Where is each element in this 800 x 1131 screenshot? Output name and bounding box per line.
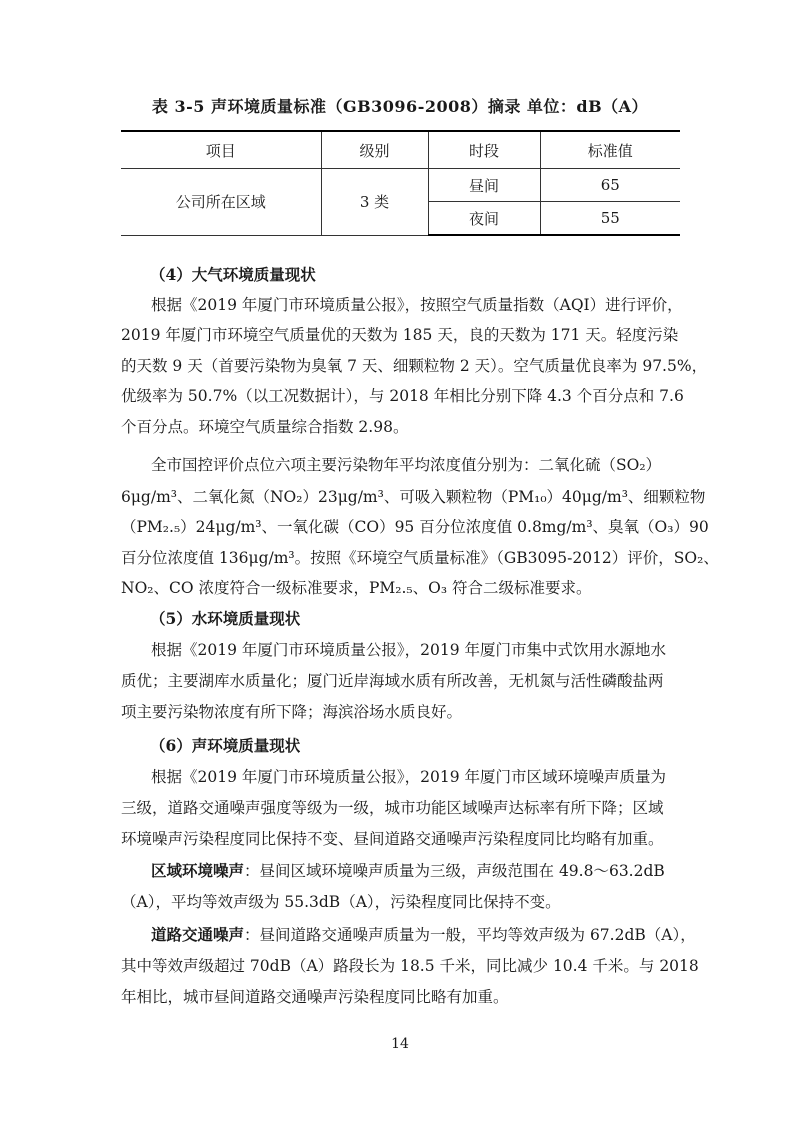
header-level: 级别 xyxy=(321,131,428,169)
paragraph-line: 根据《2019 年厦门市环境质量公报》，2019 年厦门市区域环境噪声质量为 xyxy=(151,768,666,786)
paragraph-line: 6μg/m³、二氧化氮（NO₂）23μg/m³、可吸入颗粒物（PM₁₀）40μg/m³、细颗粒物 xyxy=(121,488,706,506)
paragraph-line xyxy=(151,922,711,948)
paragraph-line: 根据《2019 年厦门市环境质量公报》，按照空气质量指数（AQI）进行评价， xyxy=(151,296,683,314)
regional-noise-label: 区域环境噪声 xyxy=(151,861,245,880)
cell-value: 65 xyxy=(540,169,680,202)
header-item: 项目 xyxy=(121,131,321,169)
paragraph-line: 百分位浓度值 136μg/m³。按照《环境空气质量标准》（GB3095-2012）评价，SO₂、 xyxy=(121,549,719,567)
paragraph-line: （PM₂.₅）24μg/m³、一氧化碳（CO）95 百分位浓度值 0.8mg/m³、臭氧（O₃）90 xyxy=(121,518,709,536)
paragraph-line: 个百分点。环境空气质量综合指数 2.98。 xyxy=(121,418,409,436)
paragraph-line: 项主要污染物浓度有所下降；海滨浴场水质良好。 xyxy=(121,703,463,721)
cell-value: 55 xyxy=(540,202,680,236)
section-heading-air: （4）大气环境质量现状 xyxy=(150,265,316,284)
regional-noise-text: ：昼间区域环境噪声质量为三级，声级范围在 49.8～63.2dB xyxy=(244,862,665,880)
section-heading-noise: （6）声环境质量现状 xyxy=(150,736,301,755)
paragraph-line: 其中等效声级超过 70dB（A）路段长为 18.5 千米，同比减少 10.4 千米。与 2018 xyxy=(121,957,699,975)
table-row xyxy=(121,169,680,202)
paragraph-line: （A），平均等效声级为 55.3dB（A），污染程度同比保持不变。 xyxy=(121,893,561,911)
cell-item: 公司所在区域 xyxy=(121,169,321,236)
page-number: 14 xyxy=(391,1036,409,1052)
paragraph-line: 根据《2019 年厦门市环境质量公报》，2019 年厦门市集中式饮用水源地水 xyxy=(151,641,666,659)
paragraph-line: 年相比，城市昼间道路交通噪声污染程度同比略有加重。 xyxy=(121,988,509,1006)
paragraph-line xyxy=(151,858,711,884)
header-period: 时段 xyxy=(428,131,540,169)
paragraph-line: 环境噪声污染程度同比保持不变、昼间道路交通噪声污染程度同比均略有加重。 xyxy=(121,830,664,848)
paragraph-line: 质优；主要湖库水质量化；厦门近岸海域水质有所改善，无机氮与活性磷酸盐两 xyxy=(121,672,664,690)
traffic-noise-label: 道路交通噪声 xyxy=(151,925,245,944)
paragraph-line: 三级，道路交通噪声强度等级为一级，城市功能区域噪声达标率有所下降；区域 xyxy=(121,799,664,817)
paragraph-line: 优级率为 50.7%（以工况数据计），与 2018 年相比分别下降 4.3 个百分点和 7.6 xyxy=(121,387,684,405)
noise-standard-table xyxy=(121,130,680,236)
paragraph-line: NO₂、CO 浓度符合一级标准要求，PM₂.₅、O₃ 符合二级标准要求。 xyxy=(121,579,592,597)
cell-level: 3 类 xyxy=(321,169,428,236)
cell-period: 昼间 xyxy=(428,169,540,202)
paragraph-line: 的天数 9 天（首要污染物为臭氧 7 天、细颗粒物 2 天）。空气质量优良率为 97.5%， xyxy=(121,357,708,375)
table-title: 表 3-5 声环境质量标准（GB3096-2008）摘录 单位：dB（A） xyxy=(151,97,649,116)
cell-period: 夜间 xyxy=(428,202,540,236)
paragraph-line: 2019 年厦门市环境空气质量优的天数为 185 天，良的天数为 171 天。轻度污染 xyxy=(121,326,679,344)
header-standard-value: 标准值 xyxy=(540,131,680,169)
traffic-noise-text: ：昼间道路交通噪声质量为一般，平均等效声级为 67.2dB（A）， xyxy=(244,926,696,944)
paragraph-line: 全市国控评价点位六项主要污染物年平均浓度值分别为：二氧化硫（SO₂） xyxy=(151,456,662,474)
table-header-row xyxy=(121,131,680,169)
section-heading-water: （5）水环境质量现状 xyxy=(150,609,301,628)
